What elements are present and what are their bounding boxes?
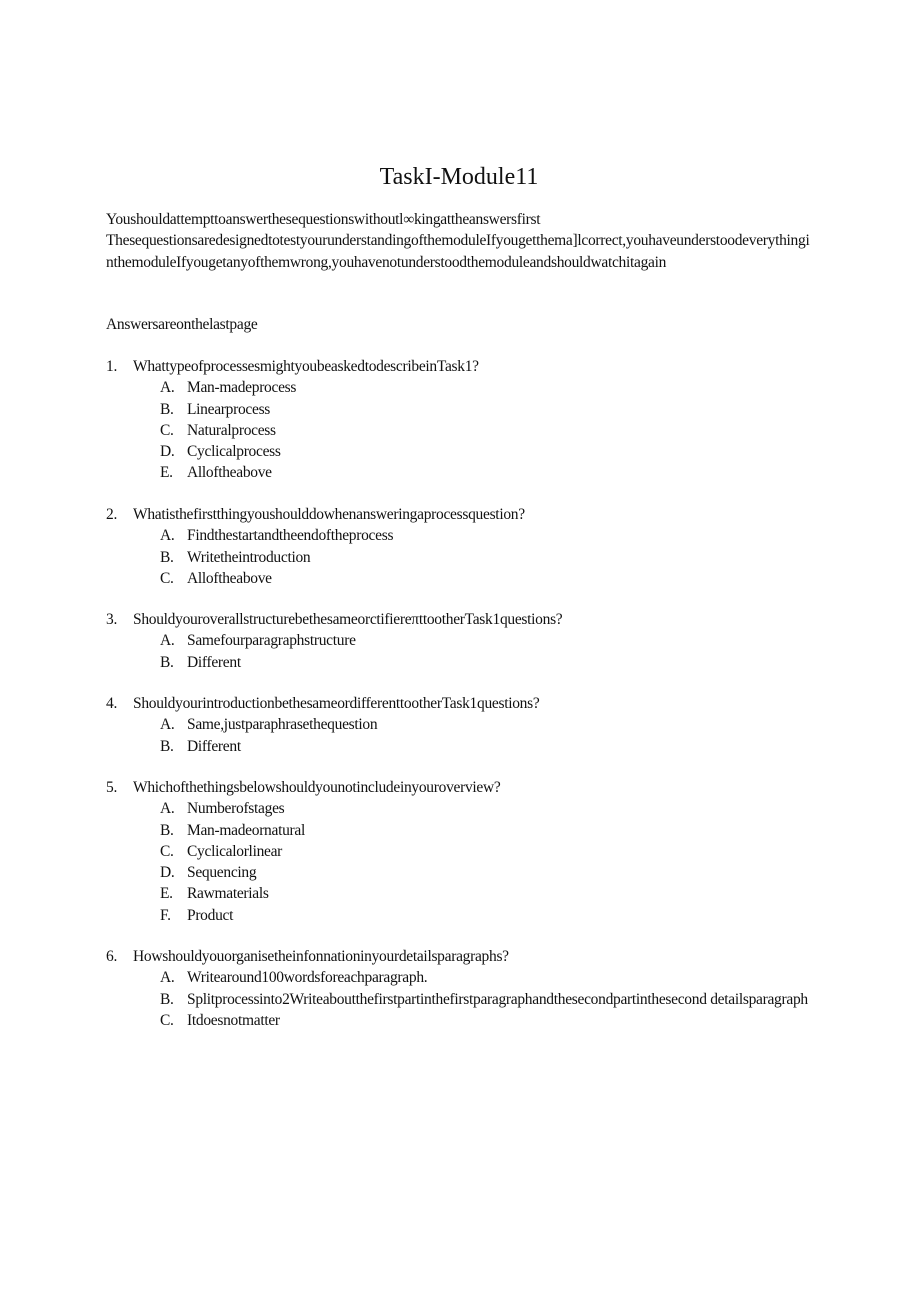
option-item — [106, 568, 812, 589]
question-line — [106, 946, 812, 967]
option-item — [106, 862, 812, 883]
option-letter: E. — [160, 464, 173, 482]
option-item — [106, 989, 812, 1010]
option-text: Itdoesnotmatter — [187, 1011, 280, 1029]
option-list — [106, 798, 812, 926]
option-text: Man-madeornatural — [187, 821, 305, 839]
option-letter: C. — [160, 421, 174, 439]
option-letter: C. — [160, 1011, 174, 1029]
question-number: 1. — [106, 358, 118, 375]
intro-block — [106, 209, 812, 273]
option-letter: B. — [160, 548, 174, 566]
option-item — [106, 652, 812, 673]
option-item — [106, 630, 812, 651]
option-item — [106, 462, 812, 483]
option-letter: B. — [160, 400, 174, 418]
question-line — [106, 356, 812, 377]
option-letter: A. — [160, 379, 175, 397]
question-number: 2. — [106, 506, 118, 523]
option-list — [106, 525, 812, 589]
option-text: Findthestartandtheendoftheprocess — [187, 527, 394, 545]
option-item — [106, 820, 812, 841]
option-letter: B. — [160, 737, 174, 755]
option-text: Different — [187, 737, 241, 755]
option-letter: C. — [160, 569, 174, 587]
option-text: Linearprocess — [187, 400, 271, 418]
option-letter: A. — [160, 716, 175, 734]
option-list — [106, 714, 812, 757]
option-item — [106, 1010, 812, 1031]
option-item — [106, 547, 812, 568]
option-text: Different — [187, 653, 241, 671]
option-item — [106, 967, 812, 988]
question-text: ShouldyourintroductionbethesameordifferenttootherTask1questions? — [133, 695, 540, 712]
question-1 — [106, 356, 812, 484]
option-letter: B. — [160, 990, 174, 1008]
option-text: Product — [187, 906, 234, 924]
option-text: Cyclicalprocess — [187, 443, 281, 461]
question-number: 3. — [106, 611, 118, 628]
option-letter: E. — [160, 885, 173, 903]
option-item — [106, 399, 812, 420]
option-text: Writearound100wordsforeachparagraph. — [187, 969, 428, 987]
intro-line-1: Youshouldattempttoanswerthesequestionswithoutl∞kingattheanswersfirst — [106, 211, 541, 228]
option-letter: D. — [160, 864, 175, 882]
option-list — [106, 967, 812, 1031]
question-text: WhattypeofprocessesmightyoubeaskedtodescribeinTask1? — [133, 358, 479, 375]
option-item — [106, 841, 812, 862]
question-number: 5. — [106, 779, 118, 796]
option-text: Writetheintroduction — [187, 548, 311, 566]
question-text: ShouldyouroverallstructurebethesameorctifiereπttootherTask1questions? — [133, 611, 563, 628]
page-title: TaskI-Module11 — [379, 164, 539, 190]
option-item — [106, 377, 812, 398]
option-item — [106, 736, 812, 757]
option-letter: B. — [160, 821, 174, 839]
question-line — [106, 693, 812, 714]
option-text: Naturalprocess — [187, 421, 276, 439]
option-letter: C. — [160, 842, 174, 860]
option-text: Sequencing — [187, 864, 257, 882]
option-text: Same,justparaphrasethequestion — [187, 716, 378, 734]
option-letter: A. — [160, 969, 175, 987]
option-letter: D. — [160, 443, 175, 461]
option-letter: B. — [160, 653, 174, 671]
answers-note: Answersareonthelastpage — [106, 316, 258, 333]
option-text: Samefourparagraphstructure — [187, 632, 356, 650]
question-6 — [106, 946, 812, 1031]
option-text: Alloftheabove — [187, 464, 272, 482]
option-letter: A. — [160, 800, 175, 818]
option-item — [106, 525, 812, 546]
option-list — [106, 377, 812, 483]
option-item — [106, 714, 812, 735]
question-text: Whatisthefirstthingyoushoulddowhenansweringaprocessquestion? — [133, 506, 525, 523]
option-text: Splitprocessinto2Writeaboutthefirstpartinthefirstparagraphandthesecondpartinthesecond detailsparagraph — [187, 990, 808, 1008]
question-4 — [106, 693, 812, 757]
question-3 — [106, 609, 812, 673]
option-text: Cyclicalorlinear — [187, 842, 283, 860]
question-line — [106, 609, 812, 630]
question-text: Whichofthethingsbelowshouldyounotincludeinyouroverview? — [133, 779, 501, 796]
option-item — [106, 441, 812, 462]
question-number: 4. — [106, 695, 118, 712]
option-letter: A. — [160, 632, 175, 650]
option-letter: F. — [160, 906, 171, 924]
option-list — [106, 630, 812, 673]
question-number: 6. — [106, 948, 118, 965]
option-item — [106, 883, 812, 904]
intro-line-2: ThesequestionsaredesignedtotestyourunderstandingofthemoduleIfyougetthema]lcorrect,youhaveunderstoodeverythinginthemoduleIfyougetanyofthemwrong,youhavenotunderstoodthemoduleandshouldwatchitagain — [106, 232, 810, 271]
option-text: Man-madeprocess — [187, 379, 297, 397]
question-5 — [106, 777, 812, 926]
question-line — [106, 504, 812, 525]
option-text: Alloftheabove — [187, 569, 272, 587]
question-line — [106, 777, 812, 798]
option-item — [106, 905, 812, 926]
option-item — [106, 420, 812, 441]
option-text: Numberofstages — [187, 800, 285, 818]
question-2 — [106, 504, 812, 589]
question-text: Howshouldyouorganisetheinfonnationinyourdetailsparagraphs? — [133, 948, 509, 965]
option-item — [106, 798, 812, 819]
option-text: Rawmaterials — [187, 885, 269, 903]
option-letter: A. — [160, 527, 175, 545]
